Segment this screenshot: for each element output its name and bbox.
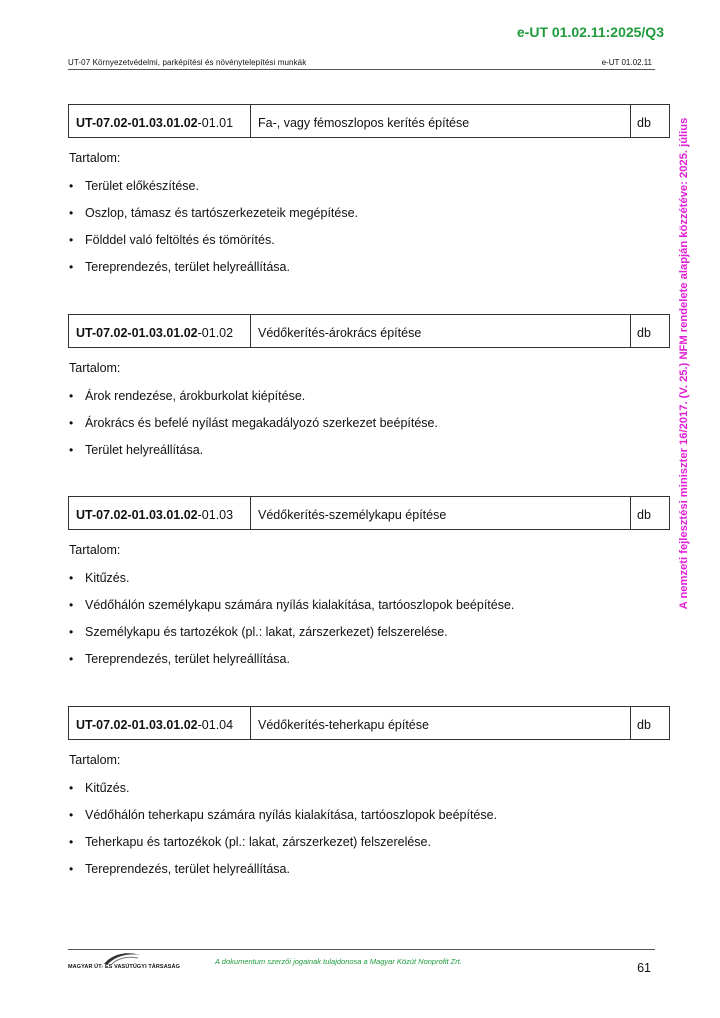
list-item: • Árokrács és befelé nyílást megakadályozó szerkezet beépítése.	[68, 415, 670, 442]
item-code	[69, 707, 251, 739]
contents-label: Tartalom:	[69, 361, 121, 375]
company-logo	[68, 951, 180, 973]
item-code	[69, 315, 251, 347]
item-code-prefix: UT-07.02-01.03.01.02	[76, 507, 198, 522]
list-item: • Teherkapu és tartozékok (pl.: lakat, zárszerkezet) felszerelése.	[68, 834, 670, 861]
list-item: • Személykapu és tartozékok (pl.: lakat, zárszerkezet) felszerelése.	[68, 624, 670, 651]
item-code-suffix: -01.03	[197, 507, 234, 522]
work-item	[68, 496, 670, 678]
contents-list	[68, 388, 670, 469]
item-title: Fa-, vagy fémoszlopos kerítés építése	[251, 105, 631, 137]
list-item: • Kitűzés.	[68, 570, 670, 597]
list-item: • Oszlop, támasz és tartószerkezeteik megépítése.	[68, 205, 670, 232]
header-document-id: e-UT 01.02.11	[601, 58, 652, 67]
item-header-table	[68, 314, 670, 348]
contents-list	[68, 570, 670, 678]
item-unit: db	[637, 115, 651, 130]
list-item: • Árok rendezése, árokburkolat kiépítése.	[68, 388, 670, 415]
list-item: • Kitűzés.	[68, 780, 670, 807]
header-chapter-title: UT-07 Környezetvédelmi, parképítési és növénytelepítési munkák	[68, 58, 307, 67]
item-unit: db	[637, 717, 651, 732]
list-item: • Terület előkészítése.	[68, 178, 670, 205]
list-item: • Védőhálón személykapu számára nyílás kialakítása, tartóoszlopok beépítése.	[68, 597, 670, 624]
contents-list	[68, 780, 670, 888]
document-code: e-UT 01.02.11:2025/Q3	[516, 24, 664, 40]
page-number: 61	[637, 961, 651, 975]
item-code	[69, 105, 251, 137]
list-item: • Védőhálón teherkapu számára nyílás kialakítása, tartóoszlopok beépítése.	[68, 807, 670, 834]
item-code-prefix: UT-07.02-01.03.01.02	[76, 115, 198, 130]
list-item: • Tereprendezés, terület helyreállítása.	[68, 861, 670, 888]
item-code-suffix: -01.01	[197, 115, 234, 130]
item-code	[69, 497, 251, 529]
logo-text: MAGYAR ÚT- ÉS VASÚTÜGYI TÁRSASÁG	[68, 964, 180, 970]
list-item: • Földdel való feltöltés és tömörítés.	[68, 232, 670, 259]
publication-note	[674, 96, 694, 631]
list-item: • Tereprendezés, terület helyreállítása.	[68, 651, 670, 678]
publication-note-text: A nemzeti fejlesztési miniszter 16/2017. (V. 25.) NFM rendelete alapján közzétéve: 2025. július	[678, 117, 690, 610]
list-item: • Terület helyreállítása.	[68, 442, 670, 469]
contents-label: Tartalom:	[69, 753, 121, 767]
item-title: Védőkerítés-árokrács építése	[251, 315, 631, 347]
item-unit: db	[637, 325, 651, 340]
item-code-suffix: -01.04	[197, 717, 234, 732]
item-title: Védőkerítés-személykapu építése	[251, 497, 631, 529]
item-code-prefix: UT-07.02-01.03.01.02	[76, 325, 198, 340]
item-code-suffix: -01.02	[197, 325, 234, 340]
item-header-table	[68, 706, 670, 740]
road-swoosh-icon	[102, 951, 142, 965]
contents-list	[68, 178, 670, 286]
contents-label: Tartalom:	[69, 543, 121, 557]
contents-label: Tartalom:	[69, 151, 121, 165]
footer-divider	[68, 949, 655, 950]
list-item: • Tereprendezés, terület helyreállítása.	[68, 259, 670, 286]
header-divider	[68, 69, 655, 70]
work-item	[68, 314, 670, 469]
item-code-prefix: UT-07.02-01.03.01.02	[76, 717, 198, 732]
copyright-notice: A dokumentum szerzői jogainak tulajdonosa a Magyar Közút Nonprofit Zrt.	[215, 957, 462, 966]
item-header-table	[68, 104, 670, 138]
item-unit: db	[637, 507, 651, 522]
item-title: Védőkerítés-teherkapu építése	[251, 707, 631, 739]
work-item	[68, 706, 670, 888]
item-header-table	[68, 496, 670, 530]
work-item	[68, 104, 670, 286]
